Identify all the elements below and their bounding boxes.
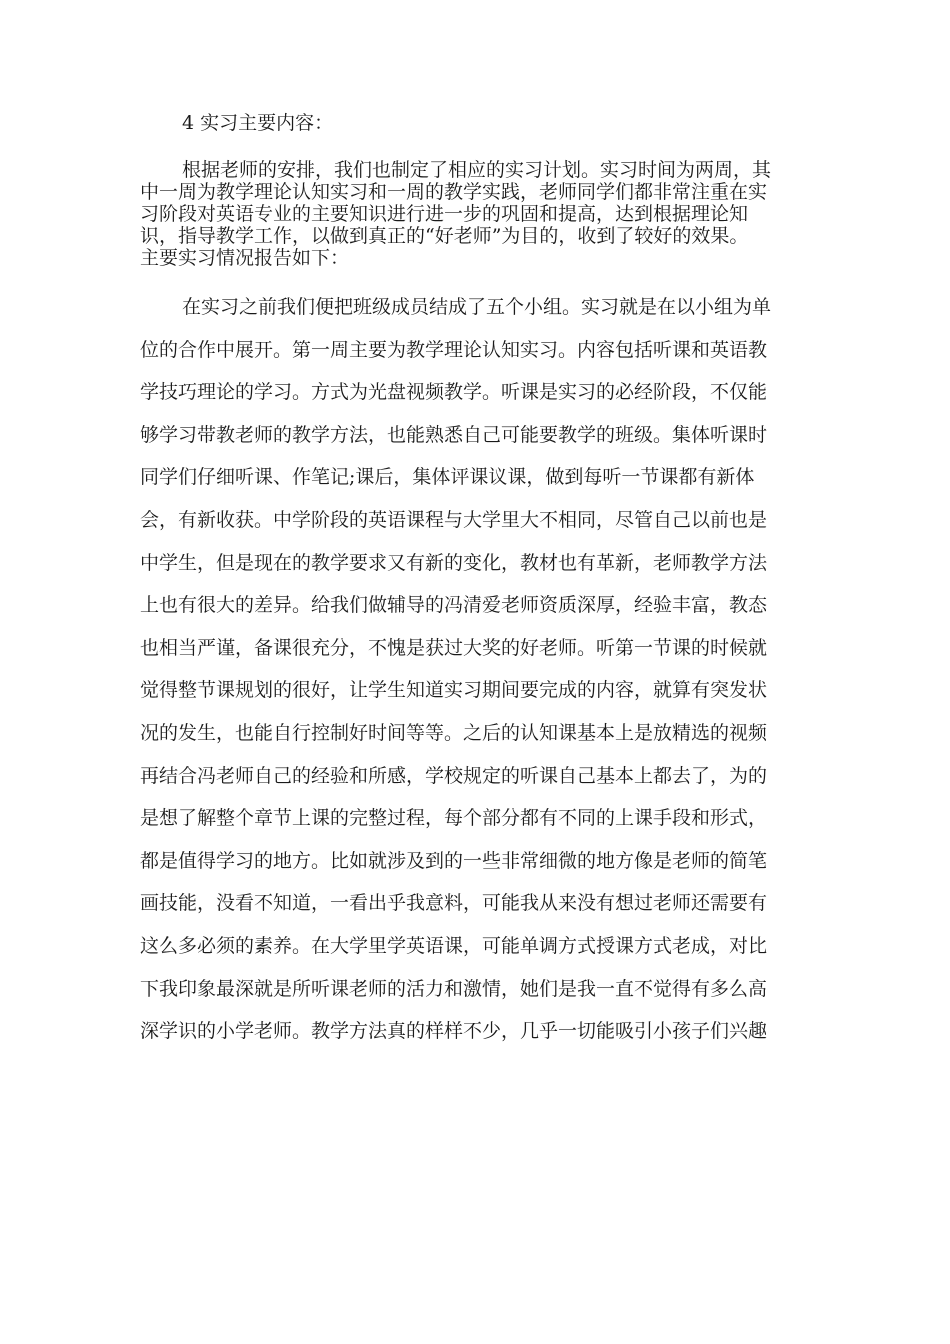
paragraph-line: 中一周为教学理论认知实习和一周的教学实践，老师同学们都非常注重在实 bbox=[140, 181, 768, 203]
section-heading: 4 实习主要内容： bbox=[182, 112, 334, 134]
paragraph-line: 中学生，但是现在的教学要求又有新的变化，教材也有革新，老师教学方法 bbox=[140, 551, 768, 574]
paragraph-line: 画技能，没看不知道，一看出乎我意料，可能我从来没有想过老师还需要有 bbox=[140, 892, 768, 915]
paragraph-line: 识，指导教学工作，以做到真正的“好老师”为目的，收到了较好的效果。 bbox=[140, 225, 749, 247]
paragraph-plan bbox=[140, 159, 816, 269]
paragraph-line: 这么多必须的素养。在大学里学英语课，可能单调方式授课方式老成，对比 bbox=[140, 934, 768, 957]
paragraph-line: 学技巧理论的学习。方式为光盘视频教学。听课是实习的必经阶段，不仅能 bbox=[140, 381, 768, 404]
paragraph-line: 觉得整节课规划的很好，让学生知道实习期间要完成的内容，就算有突发状 bbox=[140, 679, 768, 702]
paragraph-line: 同学们仔细听课、作笔记;课后，集体评课议课，做到每听一节课都有新体 bbox=[140, 466, 755, 489]
paragraph-line: 根据老师的安排，我们也制定了相应的实习计划。实习时间为两周，其 bbox=[182, 159, 772, 181]
paragraph-line: 再结合冯老师自己的经验和所感，学校规定的听课自己基本上都去了，为的 bbox=[140, 764, 768, 787]
paragraph-line: 位的合作中展开。第一周主要为教学理论认知实习。内容包括听课和英语教 bbox=[140, 338, 768, 361]
paragraph-line: 会，有新收获。中学阶段的英语课程与大学里大不相同，尽管自己以前也是 bbox=[140, 508, 768, 531]
paragraph-line: 上也有很大的差异。给我们做辅导的冯清爱老师资质深厚，经验丰富，教态 bbox=[140, 594, 768, 617]
paragraph-line: 够学习带教老师的教学方法，也能熟悉自己可能要教学的班级。集体听课时 bbox=[140, 423, 768, 446]
paragraph-observation bbox=[140, 286, 816, 1053]
paragraph-line: 主要实习情况报告如下： bbox=[140, 247, 350, 269]
paragraph-line: 况的发生，也能自行控制好时间等等。之后的认知课基本上是放精选的视频 bbox=[140, 721, 768, 744]
paragraph-line: 在实习之前我们便把班级成员结成了五个小组。实习就是在以小组为单 bbox=[182, 296, 772, 318]
paragraph-line: 深学识的小学老师。教学方法真的样样不少，几乎一切能吸引小孩子们兴趣 bbox=[140, 1020, 768, 1043]
paragraph-line: 是想了解整个章节上课的完整过程，每个部分都有不同的上课手段和形式， bbox=[140, 807, 768, 830]
paragraph-line: 也相当严谨，备课很充分，不愧是获过大奖的好老师。听第一节课的时候就 bbox=[140, 636, 768, 659]
paragraph-line: 下我印象最深就是所听课老师的活力和激情，她们是我一直不觉得有多么高 bbox=[140, 977, 768, 1000]
paragraph-line: 都是值得学习的地方。比如就涉及到的一些非常细微的地方像是老师的简笔 bbox=[140, 849, 768, 872]
paragraph-line: 习阶段对英语专业的主要知识进行进一步的巩固和提高，达到根据理论知 bbox=[140, 203, 749, 225]
